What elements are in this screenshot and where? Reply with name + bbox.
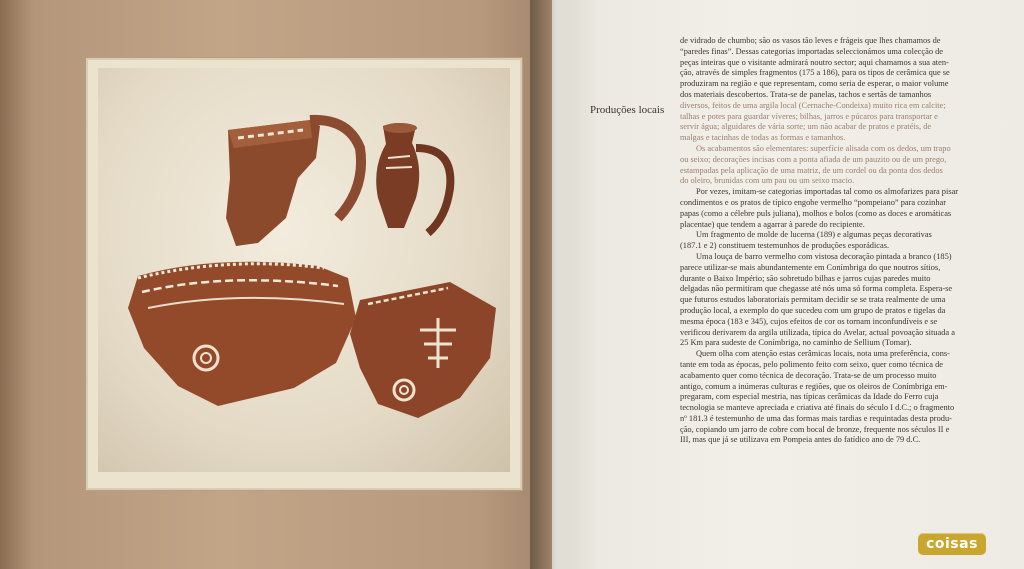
text-line: Uma louça de barro vermelho com vistosa decoração pintada a branco (185) <box>696 251 952 261</box>
text-line: produção local, a exemplo do que sucedeu com um grupo de pratos e tigelas da <box>680 305 946 315</box>
text-line: antigo, comum a inúmeras culturas e regiões, que os oleiros de Conímbriga em- <box>680 381 948 391</box>
photo-frame <box>86 58 522 490</box>
text-line: tante em toda as épocas, pelo polimento feito com seixo, quer como técnica de <box>680 359 944 369</box>
text-line: de vidrado de chumbo; são os vasos tão leves e frágeis que lhes chamamos de <box>680 36 941 45</box>
text-line: Quem olha com atenção estas cerâmicas locais, nota uma preferência, cons- <box>696 349 950 359</box>
text-line: ção, copiando um jarro de cobre com bocal de bronze, frequente nos séculos II e <box>680 424 950 434</box>
body-text <box>680 36 994 446</box>
text-line: (187.1 e 2) constituem testemunhos de produções esporádicas. <box>680 241 890 251</box>
text-line: Por vezes, imitam-se categorias importadas tal como os almofarizes para pisar <box>696 187 959 197</box>
text-line: servir água; alguidares de vária sorte; um não acabar de pratos e pratéis, de <box>680 122 932 132</box>
text-line: verificou derivarem da argila utilizada, típica do Avelar, actual povoação situada a <box>680 327 955 337</box>
text-line: pregaram, com especial mestria, nas típicas cerâmicas da Idade do Ferro cuja <box>680 392 939 402</box>
text-line: Os acabamentos são elementares: superfície alisada com os dedos, um trapo <box>696 143 951 153</box>
text-line: tecnologia se manteve apreciada e criativa até finais do século I d.C.; o fragmento <box>680 403 955 413</box>
text-line: papas (como a célebre puls juliana), molhos e bolos (como as doces e aromáticas <box>680 208 952 218</box>
text-line: III, mas que já se utilizava em Pompeia antes do fatídico ano de 79 d.C. <box>680 435 921 445</box>
text-line: estampadas pela aplicação de uma matriz, de um cordel ou da ponta dos dedos <box>680 165 943 175</box>
text-line: parece utilizar-se mais abundantemente em Conímbriga do que noutros sítios, <box>680 262 941 272</box>
pottery-photo <box>98 68 510 472</box>
text-line: nº 181.3 é testemunho de uma das formas mais tardias e requintadas desta produ- <box>680 413 952 423</box>
text-line: produziram na região e que representam, como seria de esperar, o maior volume <box>680 79 949 89</box>
text-line: mesma época (183 e 345), cujos efeitos de cor os tornam inconfundíveis e se <box>680 316 938 326</box>
text-line: delgadas não permitiram que chegasse até nós uma só forma completa. Espera-se <box>680 284 953 294</box>
pottery-small-jug <box>376 123 419 228</box>
text-line: dos materiais descobertos. Trata-se de panelas, tachos e sertãs de tamanhos <box>680 89 932 99</box>
text-line: Um fragmento de molde de lucerna (189) e algumas peças decorativas <box>696 230 932 240</box>
text-line: “paredes finas”. Dessas categorias importadas seleccionámos uma colecção de <box>680 46 943 56</box>
text-line: malgas e tacinhas de todas as formas e tamanhos. <box>680 133 846 143</box>
text-line: do oleiro, brunidas com um pau ou um seixo macio. <box>680 176 855 186</box>
watermark-logo: coisas <box>918 533 986 555</box>
text-line: acabamento quer como técnica de decoração. Trata-se de um processo muito <box>680 370 937 380</box>
book-gutter <box>530 0 574 569</box>
text-line: ou seixo; decorações incisas com a ponta afiada de um pauzito ou de um prego, <box>680 154 947 164</box>
text-line: talhas e potes para guardar víveres; bilhas, jarros e púcaros para transportar e <box>680 111 938 121</box>
section-heading: Produções locais <box>590 104 665 116</box>
text-line: que futuros estudos laboratoriais permitam decidir se se trata realmente de uma <box>680 295 946 305</box>
text-line: peças inteiras que o visitante admirará noutro sector; aqui chamamos a sua aten- <box>680 57 949 67</box>
text-line: durante o Baixo Império; são sobretudo bilhas e jarros cujas paredes muito <box>680 273 931 283</box>
text-line: ção, através de simples fragmentos (175 a 186), para os tipos de cerâmica que se <box>680 68 950 78</box>
text-line: 25 Km para sudeste de Conímbriga, no caminho de Sellium (Tomar). <box>680 338 912 348</box>
text-line: placentae) que tendem a agarrar à parede do recipiente. <box>680 219 865 229</box>
text-line: condimentos e os pratos de típico engobe vermelho “pompeiano” para cozinhar <box>680 197 947 207</box>
text-line: diversos, feitos de uma argila local (Cernache-Condeixa) muito rica em calcite; <box>680 100 946 110</box>
